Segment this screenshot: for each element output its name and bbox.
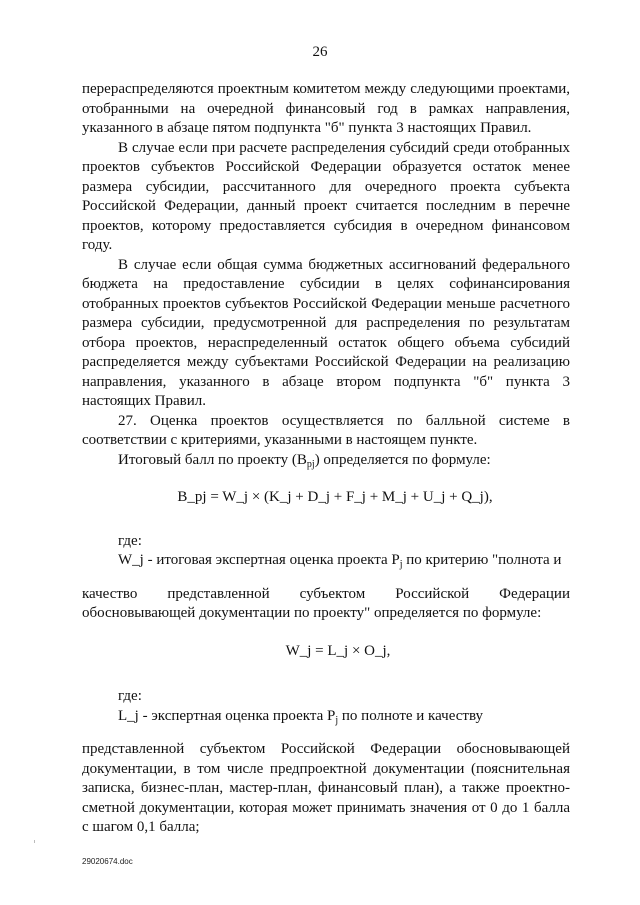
scan-mark [34,840,35,843]
where-label: где: [118,688,142,704]
document-filename: 29020674.doc [82,857,133,866]
paragraph: перераспределяются проектным комитетом между следующими проектами, отобранными на очередной финансовый год в рамках направления, указанного в абзаце пятом подпункта "б" пункта 3 настоящих Правил. [82,81,570,136]
formula-bpj: B_pj = W_j × (K_j + D_j + F_j + M_j + U_j + Q_j), [177,489,493,505]
paragraph: В случае если при расчете распределения субсидий среди отобранных проектов субъектов Российской Федерации образуется остаток менее размера субсидии, рассчитанного для очередного проекта субъекта Российской Федерации, данный проект считается последним в перечне проектов, которому предоставляется субсидия в очередном финансовом году. [82,139,570,253]
wj-definition: W_j - итоговая экспертная оценка проекта $P_j$ по критерию "полнота и [118,552,562,570]
where-label: где: [118,532,142,549]
score-formula-intro: Итоговый балл по проекту $(B_{pj})$ определяется по формуле: [118,451,491,470]
wj-definition-continuation: качество представленной субъектом Российской Федерации обосновывающей документации по проекту" определяется по формуле: [82,585,570,621]
paragraph: 27. Оценка проектов осуществляется по балльной системе в соответствии с критериями, указанными в настоящем пункте. [82,412,570,448]
paragraph: В случае если общая сумма бюджетных ассигнований федерального бюджета на предоставление субсидии в целях софинансирования отобранных проектов субъектов Российской Федерации меньше расчетного размера субсидии, предусмотренной для распределения по результатам отбора проектов, нераспределенный остаток общего объема субсидий распределяется между субъектами Российской Федерации на реализацию направления, указанного в абзаце втором подпункта "б" пункта 3 настоящих Правил. [82,256,570,409]
document-body [82,80,570,838]
lj-definition-continuation: представленной субъектом Российской Федерации обосновывающей документации, в том числе предпроектной документации (пояснительная записка, бизнес-план, мастер-план, финансовый план), а также проектно-сметной документации, которая может принимать значения от 0 до 1 балла с шагом 0,1 балла; [82,741,570,835]
lj-definition: L_j - экспертная оценка проекта $P_j$ по полноте и качеству [118,707,484,726]
page-number: 26 [312,44,328,60]
formula-wj: W_j = L_j × O_j, [285,642,391,659]
